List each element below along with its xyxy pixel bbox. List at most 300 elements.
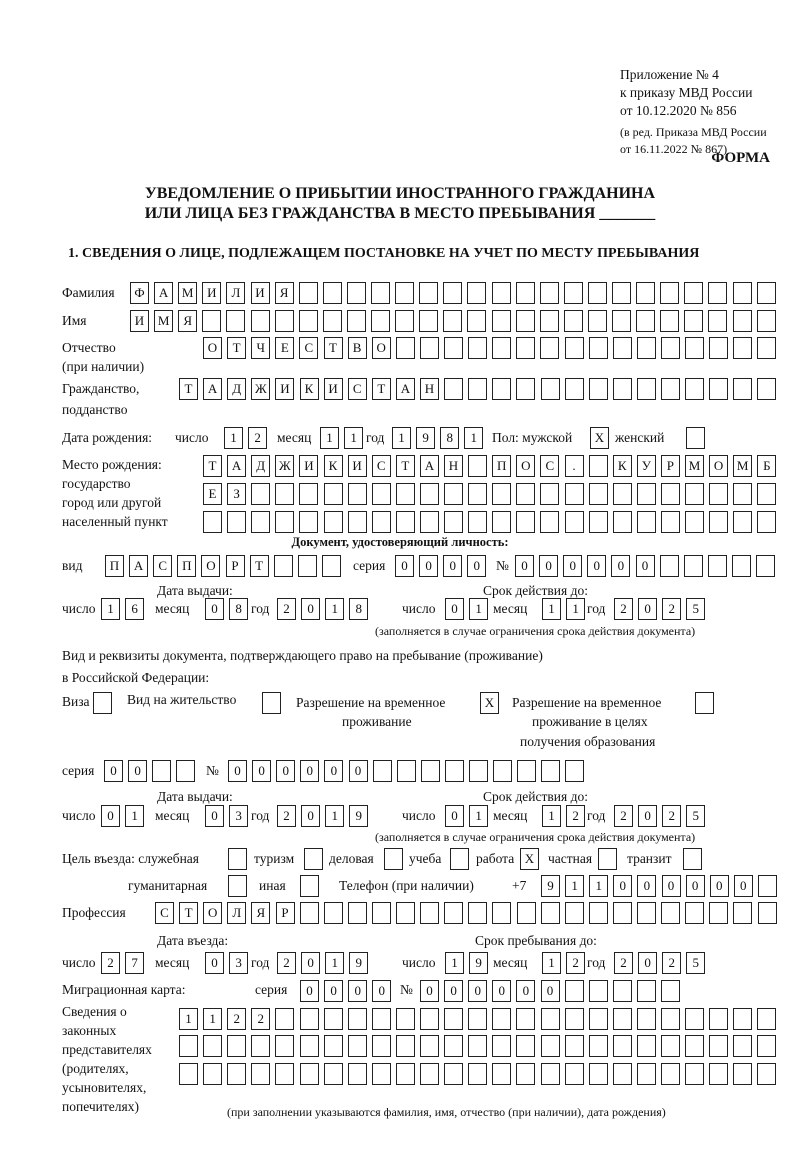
cell-reps-2[interactable] <box>565 1035 584 1057</box>
cell-phone[interactable]: 0 <box>637 875 656 897</box>
cell-phone[interactable]: 1 <box>589 875 608 897</box>
cell-birthplace-1[interactable] <box>468 455 487 477</box>
cell-entry-month[interactable]: 0 <box>205 952 224 974</box>
cell-id-number[interactable]: 0 <box>515 555 534 577</box>
cell-surname[interactable] <box>395 282 414 304</box>
cell-profession[interactable] <box>758 902 777 924</box>
cell-surname[interactable] <box>757 282 776 304</box>
cell-profession[interactable] <box>492 902 511 924</box>
cell-surname[interactable]: Я <box>275 282 294 304</box>
cell-reps-1[interactable] <box>396 1008 415 1030</box>
cell-birthplace-2[interactable] <box>420 483 439 505</box>
cell-id-number[interactable]: 0 <box>587 555 606 577</box>
cell-citizenship[interactable] <box>613 378 632 400</box>
cell-birth-year[interactable]: 1 <box>392 427 411 449</box>
cell-reps-1[interactable] <box>565 1008 584 1030</box>
cell-stay-valid-year[interactable]: 0 <box>638 805 657 827</box>
cell-citizenship[interactable] <box>468 378 487 400</box>
cell-id-number[interactable] <box>660 555 679 577</box>
cell-phone[interactable]: 0 <box>710 875 729 897</box>
cell-reps-3[interactable] <box>541 1063 560 1085</box>
cell-reps-1[interactable] <box>685 1008 704 1030</box>
cell-stay-until-year[interactable]: 5 <box>686 952 705 974</box>
cell-phone[interactable]: 0 <box>734 875 753 897</box>
purpose-other-checkbox[interactable] <box>300 875 319 897</box>
cell-stay-number[interactable]: 0 <box>349 760 368 782</box>
cell-reps-3[interactable] <box>565 1063 584 1085</box>
cell-reps-2[interactable] <box>444 1035 463 1057</box>
cell-patronymic[interactable] <box>709 337 728 359</box>
cell-birthplace-3[interactable] <box>203 511 222 533</box>
cell-reps-1[interactable] <box>324 1008 343 1030</box>
cell-reps-2[interactable] <box>613 1035 632 1057</box>
cell-birthplace-3[interactable] <box>444 511 463 533</box>
cell-birthplace-3[interactable] <box>396 511 415 533</box>
cell-entry-year[interactable]: 9 <box>349 952 368 974</box>
cell-id-kind[interactable]: П <box>177 555 196 577</box>
cell-birthplace-2[interactable] <box>324 483 343 505</box>
purpose-transit-checkbox[interactable] <box>683 848 702 870</box>
cell-profession[interactable] <box>324 902 343 924</box>
cell-stay-number[interactable] <box>493 760 512 782</box>
cell-id-issue-year[interactable]: 2 <box>277 598 296 620</box>
cell-reps-2[interactable] <box>179 1035 198 1057</box>
cell-id-valid-day[interactable]: 0 <box>445 598 464 620</box>
cell-birthplace-3[interactable] <box>468 511 487 533</box>
cell-surname[interactable] <box>419 282 438 304</box>
cell-reps-2[interactable] <box>251 1035 270 1057</box>
cell-patronymic[interactable] <box>444 337 463 359</box>
cell-birthplace-1[interactable]: Н <box>444 455 463 477</box>
cell-reps-2[interactable] <box>396 1035 415 1057</box>
cell-reps-1[interactable] <box>541 1008 560 1030</box>
cell-name[interactable]: М <box>154 310 173 332</box>
cell-reps-2[interactable] <box>661 1035 680 1057</box>
cell-birthplace-3[interactable] <box>565 511 584 533</box>
cell-citizenship[interactable] <box>589 378 608 400</box>
cell-birthplace-1[interactable]: Д <box>251 455 270 477</box>
purpose-private-checkbox[interactable] <box>598 848 617 870</box>
cell-stay-issue-year[interactable]: 1 <box>325 805 344 827</box>
cell-id-kind[interactable]: Т <box>250 555 269 577</box>
cell-citizenship[interactable]: К <box>300 378 319 400</box>
cell-phone[interactable]: 0 <box>613 875 632 897</box>
cell-name[interactable] <box>516 310 535 332</box>
cell-stay-issue-day[interactable]: 1 <box>125 805 144 827</box>
cell-stay-number[interactable] <box>445 760 464 782</box>
cell-citizenship[interactable] <box>516 378 535 400</box>
cell-stay-number[interactable] <box>373 760 392 782</box>
cell-surname[interactable]: И <box>251 282 270 304</box>
cell-reps-1[interactable] <box>444 1008 463 1030</box>
cell-birthplace-3[interactable] <box>492 511 511 533</box>
cell-reps-1[interactable] <box>372 1008 391 1030</box>
cell-profession[interactable] <box>637 902 656 924</box>
cell-profession[interactable]: Я <box>251 902 270 924</box>
cell-reps-2[interactable] <box>709 1035 728 1057</box>
cell-reps-2[interactable] <box>420 1035 439 1057</box>
cell-citizenship[interactable] <box>661 378 680 400</box>
cell-citizenship[interactable]: Ж <box>251 378 270 400</box>
cell-birthplace-3[interactable] <box>589 511 608 533</box>
cell-citizenship[interactable]: А <box>396 378 415 400</box>
cell-id-kind[interactable]: П <box>105 555 124 577</box>
cell-profession[interactable] <box>468 902 487 924</box>
cell-birthplace-3[interactable] <box>516 511 535 533</box>
cell-patronymic[interactable]: Ч <box>251 337 270 359</box>
cell-surname[interactable] <box>564 282 583 304</box>
cell-surname[interactable] <box>516 282 535 304</box>
cell-patronymic[interactable] <box>396 337 415 359</box>
cell-birthplace-2[interactable] <box>516 483 535 505</box>
cell-name[interactable] <box>251 310 270 332</box>
cell-birthplace-3[interactable] <box>299 511 318 533</box>
cell-phone[interactable] <box>758 875 777 897</box>
cell-birthplace-2[interactable] <box>685 483 704 505</box>
temp-residence-edu-checkbox[interactable] <box>695 692 714 714</box>
cell-id-series[interactable]: 0 <box>395 555 414 577</box>
cell-birthplace-1[interactable]: Р <box>661 455 680 477</box>
cell-id-issue-day[interactable]: 6 <box>125 598 144 620</box>
cell-reps-3[interactable] <box>275 1063 294 1085</box>
cell-reps-3[interactable] <box>179 1063 198 1085</box>
cell-profession[interactable] <box>517 902 536 924</box>
visa-checkbox[interactable] <box>93 692 112 714</box>
cell-profession[interactable]: Л <box>227 902 246 924</box>
cell-profession[interactable]: Т <box>179 902 198 924</box>
cell-patronymic[interactable] <box>492 337 511 359</box>
cell-id-issue-year[interactable]: 1 <box>325 598 344 620</box>
cell-profession[interactable] <box>709 902 728 924</box>
cell-birthplace-2[interactable] <box>492 483 511 505</box>
cell-surname[interactable] <box>636 282 655 304</box>
cell-name[interactable] <box>299 310 318 332</box>
cell-birthplace-1[interactable]: А <box>420 455 439 477</box>
cell-entry-year[interactable]: 2 <box>277 952 296 974</box>
cell-id-kind[interactable] <box>298 555 317 577</box>
cell-stay-valid-day[interactable]: 1 <box>469 805 488 827</box>
cell-birthplace-2[interactable] <box>396 483 415 505</box>
cell-phone[interactable]: 0 <box>662 875 681 897</box>
cell-citizenship[interactable] <box>709 378 728 400</box>
cell-patronymic[interactable] <box>661 337 680 359</box>
cell-surname[interactable]: А <box>154 282 173 304</box>
cell-birthplace-1[interactable]: О <box>516 455 535 477</box>
cell-mc-number[interactable] <box>565 980 584 1002</box>
cell-birthplace-2[interactable] <box>348 483 367 505</box>
cell-birthplace-3[interactable] <box>540 511 559 533</box>
cell-birthplace-1[interactable]: С <box>540 455 559 477</box>
cell-citizenship[interactable] <box>444 378 463 400</box>
cell-profession[interactable] <box>661 902 680 924</box>
cell-mc-number[interactable] <box>661 980 680 1002</box>
cell-mc-series[interactable]: 0 <box>348 980 367 1002</box>
cell-id-number[interactable]: 0 <box>563 555 582 577</box>
cell-stay-until-month[interactable]: 1 <box>542 952 561 974</box>
cell-stay-number[interactable]: 0 <box>324 760 343 782</box>
cell-birthplace-2[interactable] <box>540 483 559 505</box>
cell-stay-number[interactable]: 0 <box>300 760 319 782</box>
cell-birthplace-1[interactable]: Б <box>757 455 776 477</box>
cell-entry-year[interactable]: 1 <box>325 952 344 974</box>
cell-name[interactable] <box>492 310 511 332</box>
cell-reps-2[interactable] <box>733 1035 752 1057</box>
cell-profession[interactable] <box>444 902 463 924</box>
cell-stay-valid-month[interactable]: 2 <box>566 805 585 827</box>
cell-reps-3[interactable] <box>637 1063 656 1085</box>
cell-name[interactable] <box>395 310 414 332</box>
cell-id-issue-month[interactable]: 0 <box>205 598 224 620</box>
cell-reps-3[interactable] <box>251 1063 270 1085</box>
cell-profession[interactable] <box>300 902 319 924</box>
cell-name[interactable] <box>202 310 221 332</box>
cell-stay-number[interactable] <box>517 760 536 782</box>
cell-phone[interactable]: 9 <box>541 875 560 897</box>
cell-citizenship[interactable]: А <box>203 378 222 400</box>
cell-citizenship[interactable]: Т <box>372 378 391 400</box>
cell-reps-3[interactable] <box>444 1063 463 1085</box>
purpose-service-checkbox[interactable] <box>228 848 247 870</box>
cell-name[interactable] <box>371 310 390 332</box>
cell-profession[interactable] <box>396 902 415 924</box>
cell-birthplace-1[interactable]: Т <box>203 455 222 477</box>
cell-reps-3[interactable] <box>300 1063 319 1085</box>
cell-birthplace-2[interactable] <box>275 483 294 505</box>
cell-reps-3[interactable] <box>396 1063 415 1085</box>
cell-surname[interactable] <box>443 282 462 304</box>
cell-birthplace-3[interactable] <box>613 511 632 533</box>
cell-name[interactable] <box>660 310 679 332</box>
cell-reps-1[interactable] <box>589 1008 608 1030</box>
cell-birthplace-3[interactable] <box>372 511 391 533</box>
cell-mc-number[interactable] <box>589 980 608 1002</box>
cell-surname[interactable] <box>588 282 607 304</box>
cell-birthplace-1[interactable]: П <box>492 455 511 477</box>
cell-reps-1[interactable] <box>661 1008 680 1030</box>
cell-birthplace-1[interactable]: . <box>565 455 584 477</box>
cell-surname[interactable]: И <box>202 282 221 304</box>
residence-checkbox[interactable] <box>262 692 281 714</box>
cell-birthplace-3[interactable] <box>685 511 704 533</box>
cell-surname[interactable] <box>347 282 366 304</box>
cell-reps-2[interactable] <box>541 1035 560 1057</box>
purpose-business-checkbox[interactable] <box>384 848 403 870</box>
cell-mc-number[interactable]: 0 <box>468 980 487 1002</box>
cell-id-valid-year[interactable]: 2 <box>662 598 681 620</box>
cell-birthplace-2[interactable] <box>757 483 776 505</box>
cell-birthplace-1[interactable]: И <box>348 455 367 477</box>
cell-surname[interactable] <box>733 282 752 304</box>
cell-surname[interactable] <box>660 282 679 304</box>
cell-birthplace-2[interactable] <box>372 483 391 505</box>
cell-patronymic[interactable]: О <box>372 337 391 359</box>
cell-name[interactable] <box>226 310 245 332</box>
cell-id-kind[interactable]: А <box>129 555 148 577</box>
cell-patronymic[interactable] <box>516 337 535 359</box>
cell-stay-until-day[interactable]: 1 <box>445 952 464 974</box>
cell-stay-until-year[interactable]: 0 <box>638 952 657 974</box>
cell-stay-valid-month[interactable]: 1 <box>542 805 561 827</box>
cell-birthplace-2[interactable] <box>589 483 608 505</box>
cell-reps-2[interactable] <box>203 1035 222 1057</box>
cell-patronymic[interactable] <box>685 337 704 359</box>
cell-birthplace-2[interactable]: З <box>227 483 246 505</box>
cell-citizenship[interactable]: Т <box>179 378 198 400</box>
cell-id-number[interactable]: 0 <box>539 555 558 577</box>
cell-phone[interactable]: 1 <box>565 875 584 897</box>
cell-mc-series[interactable]: 0 <box>372 980 391 1002</box>
cell-birthplace-1[interactable]: Ж <box>275 455 294 477</box>
cell-reps-3[interactable] <box>324 1063 343 1085</box>
cell-surname[interactable]: Ф <box>130 282 149 304</box>
cell-id-kind[interactable] <box>322 555 341 577</box>
cell-birthplace-3[interactable] <box>637 511 656 533</box>
cell-patronymic[interactable] <box>468 337 487 359</box>
cell-reps-2[interactable] <box>324 1035 343 1057</box>
cell-reps-3[interactable] <box>661 1063 680 1085</box>
cell-profession[interactable]: С <box>155 902 174 924</box>
cell-surname[interactable] <box>684 282 703 304</box>
cell-id-number[interactable]: 0 <box>611 555 630 577</box>
cell-citizenship[interactable]: С <box>348 378 367 400</box>
purpose-work-checkbox[interactable]: X <box>520 848 539 870</box>
cell-surname[interactable] <box>299 282 318 304</box>
cell-name[interactable]: Я <box>178 310 197 332</box>
cell-reps-1[interactable]: 2 <box>251 1008 270 1030</box>
cell-stay-until-month[interactable]: 2 <box>566 952 585 974</box>
cell-reps-3[interactable] <box>372 1063 391 1085</box>
cell-entry-day[interactable]: 7 <box>125 952 144 974</box>
cell-reps-1[interactable] <box>516 1008 535 1030</box>
cell-reps-3[interactable] <box>227 1063 246 1085</box>
cell-surname[interactable]: Л <box>226 282 245 304</box>
cell-stay-until-year[interactable]: 2 <box>614 952 633 974</box>
cell-stay-issue-month[interactable]: 0 <box>205 805 224 827</box>
cell-reps-3[interactable] <box>733 1063 752 1085</box>
cell-surname[interactable] <box>371 282 390 304</box>
cell-reps-2[interactable] <box>227 1035 246 1057</box>
cell-birth-day[interactable]: 1 <box>224 427 243 449</box>
cell-birthplace-1[interactable]: К <box>613 455 632 477</box>
cell-patronymic[interactable]: Т <box>227 337 246 359</box>
cell-reps-3[interactable] <box>589 1063 608 1085</box>
cell-id-number[interactable] <box>684 555 703 577</box>
cell-reps-1[interactable] <box>637 1008 656 1030</box>
cell-reps-3[interactable] <box>757 1063 776 1085</box>
cell-stay-number[interactable]: 0 <box>276 760 295 782</box>
cell-birth-year[interactable]: 1 <box>464 427 483 449</box>
cell-citizenship[interactable] <box>541 378 560 400</box>
cell-mc-number[interactable]: 0 <box>420 980 439 1002</box>
cell-birthplace-3[interactable] <box>709 511 728 533</box>
cell-mc-number[interactable]: 0 <box>541 980 560 1002</box>
cell-surname[interactable] <box>612 282 631 304</box>
cell-birthplace-1[interactable]: У <box>637 455 656 477</box>
cell-birth-month[interactable]: 1 <box>320 427 339 449</box>
cell-stay-number[interactable]: 0 <box>252 760 271 782</box>
cell-name[interactable]: И <box>130 310 149 332</box>
cell-name[interactable] <box>612 310 631 332</box>
cell-reps-1[interactable] <box>420 1008 439 1030</box>
cell-patronymic[interactable] <box>733 337 752 359</box>
cell-stay-number[interactable] <box>565 760 584 782</box>
cell-reps-3[interactable] <box>709 1063 728 1085</box>
cell-reps-1[interactable] <box>709 1008 728 1030</box>
cell-entry-year[interactable]: 0 <box>301 952 320 974</box>
cell-birthplace-2[interactable] <box>733 483 752 505</box>
cell-birthplace-2[interactable] <box>709 483 728 505</box>
cell-reps-3[interactable] <box>203 1063 222 1085</box>
cell-birthplace-2[interactable] <box>565 483 584 505</box>
cell-reps-2[interactable] <box>757 1035 776 1057</box>
cell-citizenship[interactable]: И <box>324 378 343 400</box>
cell-patronymic[interactable] <box>613 337 632 359</box>
cell-birthplace-2[interactable] <box>299 483 318 505</box>
cell-reps-2[interactable] <box>300 1035 319 1057</box>
cell-birthplace-3[interactable] <box>733 511 752 533</box>
cell-surname[interactable] <box>467 282 486 304</box>
cell-birthplace-1[interactable]: М <box>733 455 752 477</box>
cell-id-kind[interactable] <box>274 555 293 577</box>
cell-stay-number[interactable]: 0 <box>228 760 247 782</box>
cell-birthplace-1[interactable]: Т <box>396 455 415 477</box>
cell-profession[interactable] <box>541 902 560 924</box>
cell-name[interactable] <box>347 310 366 332</box>
cell-birthplace-2[interactable] <box>444 483 463 505</box>
cell-id-valid-month[interactable]: 1 <box>542 598 561 620</box>
cell-reps-3[interactable] <box>468 1063 487 1085</box>
cell-id-kind[interactable]: Р <box>226 555 245 577</box>
cell-profession[interactable]: Р <box>276 902 295 924</box>
cell-name[interactable] <box>564 310 583 332</box>
cell-reps-1[interactable] <box>757 1008 776 1030</box>
cell-birthplace-2[interactable] <box>661 483 680 505</box>
cell-id-valid-month[interactable]: 1 <box>566 598 585 620</box>
cell-stay-issue-day[interactable]: 0 <box>101 805 120 827</box>
cell-mc-series[interactable]: 0 <box>324 980 343 1002</box>
cell-stay-number[interactable] <box>397 760 416 782</box>
cell-reps-1[interactable]: 1 <box>179 1008 198 1030</box>
cell-id-issue-day[interactable]: 1 <box>101 598 120 620</box>
cell-patronymic[interactable]: Т <box>324 337 343 359</box>
cell-birthplace-2[interactable]: Е <box>203 483 222 505</box>
cell-reps-2[interactable] <box>275 1035 294 1057</box>
cell-surname[interactable] <box>708 282 727 304</box>
cell-reps-2[interactable] <box>685 1035 704 1057</box>
cell-reps-2[interactable] <box>589 1035 608 1057</box>
cell-birthplace-1[interactable]: К <box>324 455 343 477</box>
cell-id-number[interactable]: 0 <box>636 555 655 577</box>
cell-name[interactable] <box>443 310 462 332</box>
cell-id-kind[interactable]: О <box>201 555 220 577</box>
cell-birthplace-3[interactable] <box>251 511 270 533</box>
cell-birthplace-3[interactable] <box>661 511 680 533</box>
cell-id-series[interactable]: 0 <box>419 555 438 577</box>
cell-birthplace-1[interactable]: С <box>372 455 391 477</box>
cell-stay-issue-month[interactable]: 3 <box>229 805 248 827</box>
cell-name[interactable] <box>708 310 727 332</box>
cell-name[interactable] <box>419 310 438 332</box>
cell-profession[interactable] <box>685 902 704 924</box>
cell-stay-series[interactable] <box>152 760 171 782</box>
cell-citizenship[interactable] <box>685 378 704 400</box>
cell-id-number[interactable] <box>756 555 775 577</box>
cell-birthplace-3[interactable] <box>324 511 343 533</box>
cell-name[interactable] <box>636 310 655 332</box>
cell-phone[interactable]: 0 <box>686 875 705 897</box>
cell-stay-valid-year[interactable]: 5 <box>686 805 705 827</box>
cell-patronymic[interactable]: О <box>203 337 222 359</box>
